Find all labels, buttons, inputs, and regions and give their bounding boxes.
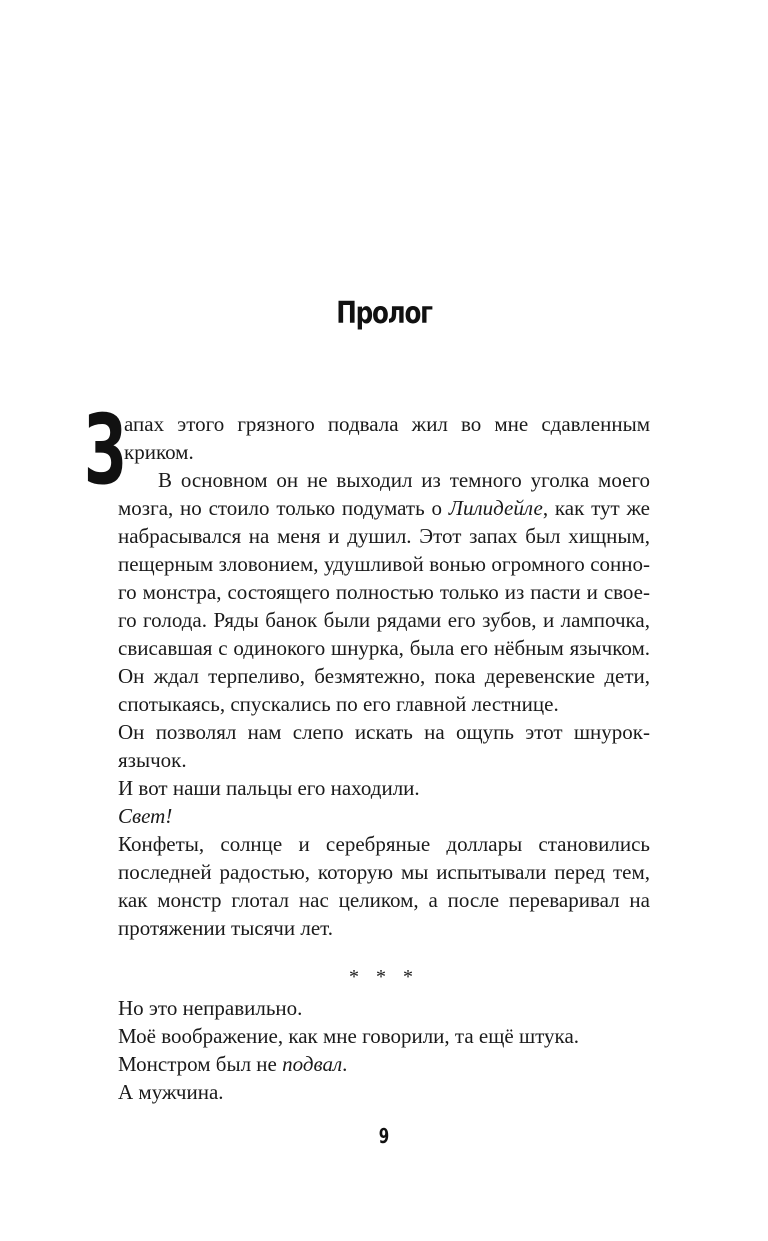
drop-cap: З <box>84 394 127 506</box>
text-line: апах этого грязного подвала жил во мне сдавленным <box>124 412 650 436</box>
italic-name: Лилидейле <box>448 496 543 520</box>
text-line: протяжении тысячи лет. <box>118 916 334 940</box>
text-line: Конфеты, солнце и серебряные доллары становились <box>118 832 650 856</box>
text-line: Свет! <box>118 804 173 828</box>
text-line: го монстра, состоящего полностью только из пасти и свое- <box>118 580 650 604</box>
text-line: Он позволял нам слепо искать на ощупь этот шнурок- <box>118 720 650 744</box>
page-number: 9 <box>378 1124 390 1148</box>
text-line: язычок. <box>118 748 187 772</box>
text-line: Но это неправильно. <box>118 996 303 1020</box>
text-line: криком. <box>124 440 194 464</box>
text-line: последней радостью, которую мы испытывали перед тем, <box>118 860 650 884</box>
text-line: Моё воображение, как мне говорили, та ещё штука. <box>118 1024 580 1048</box>
chapter-title: Пролог <box>336 296 432 331</box>
text-line: И вот наши пальцы его находили. <box>118 776 420 800</box>
text-line: го голода. Ряды банок были рядами его зубов, и лампочка, <box>118 608 650 632</box>
text-line: набрасывался на меня и душил. Этот запах был хищным, <box>118 524 650 548</box>
text-line: спотыкаясь, спускались по его главной лестнице. <box>118 692 559 716</box>
text-line: Монстром был не подвал. <box>118 1052 348 1076</box>
italic-word: подвал <box>282 1052 343 1076</box>
text-line: пещерным зловонием, удушливой вонью огромного сонно- <box>118 552 650 576</box>
text-line: А мужчина. <box>118 1080 224 1104</box>
section-separator: * * * <box>349 966 419 988</box>
text-line: Он ждал терпеливо, безмятежно, пока деревенские дети, <box>118 664 650 688</box>
text-line: свисавшая с одинокого шнурка, была его нёбным язычком. <box>118 636 650 660</box>
text-line: В основном он не выходил из темного уголка моего <box>158 468 650 492</box>
text-line: как монстр глотал нас целиком, а после переваривал на <box>118 888 650 912</box>
text-line: мозга, но стоило только подумать о Лилидейле, как тут же <box>118 496 650 520</box>
